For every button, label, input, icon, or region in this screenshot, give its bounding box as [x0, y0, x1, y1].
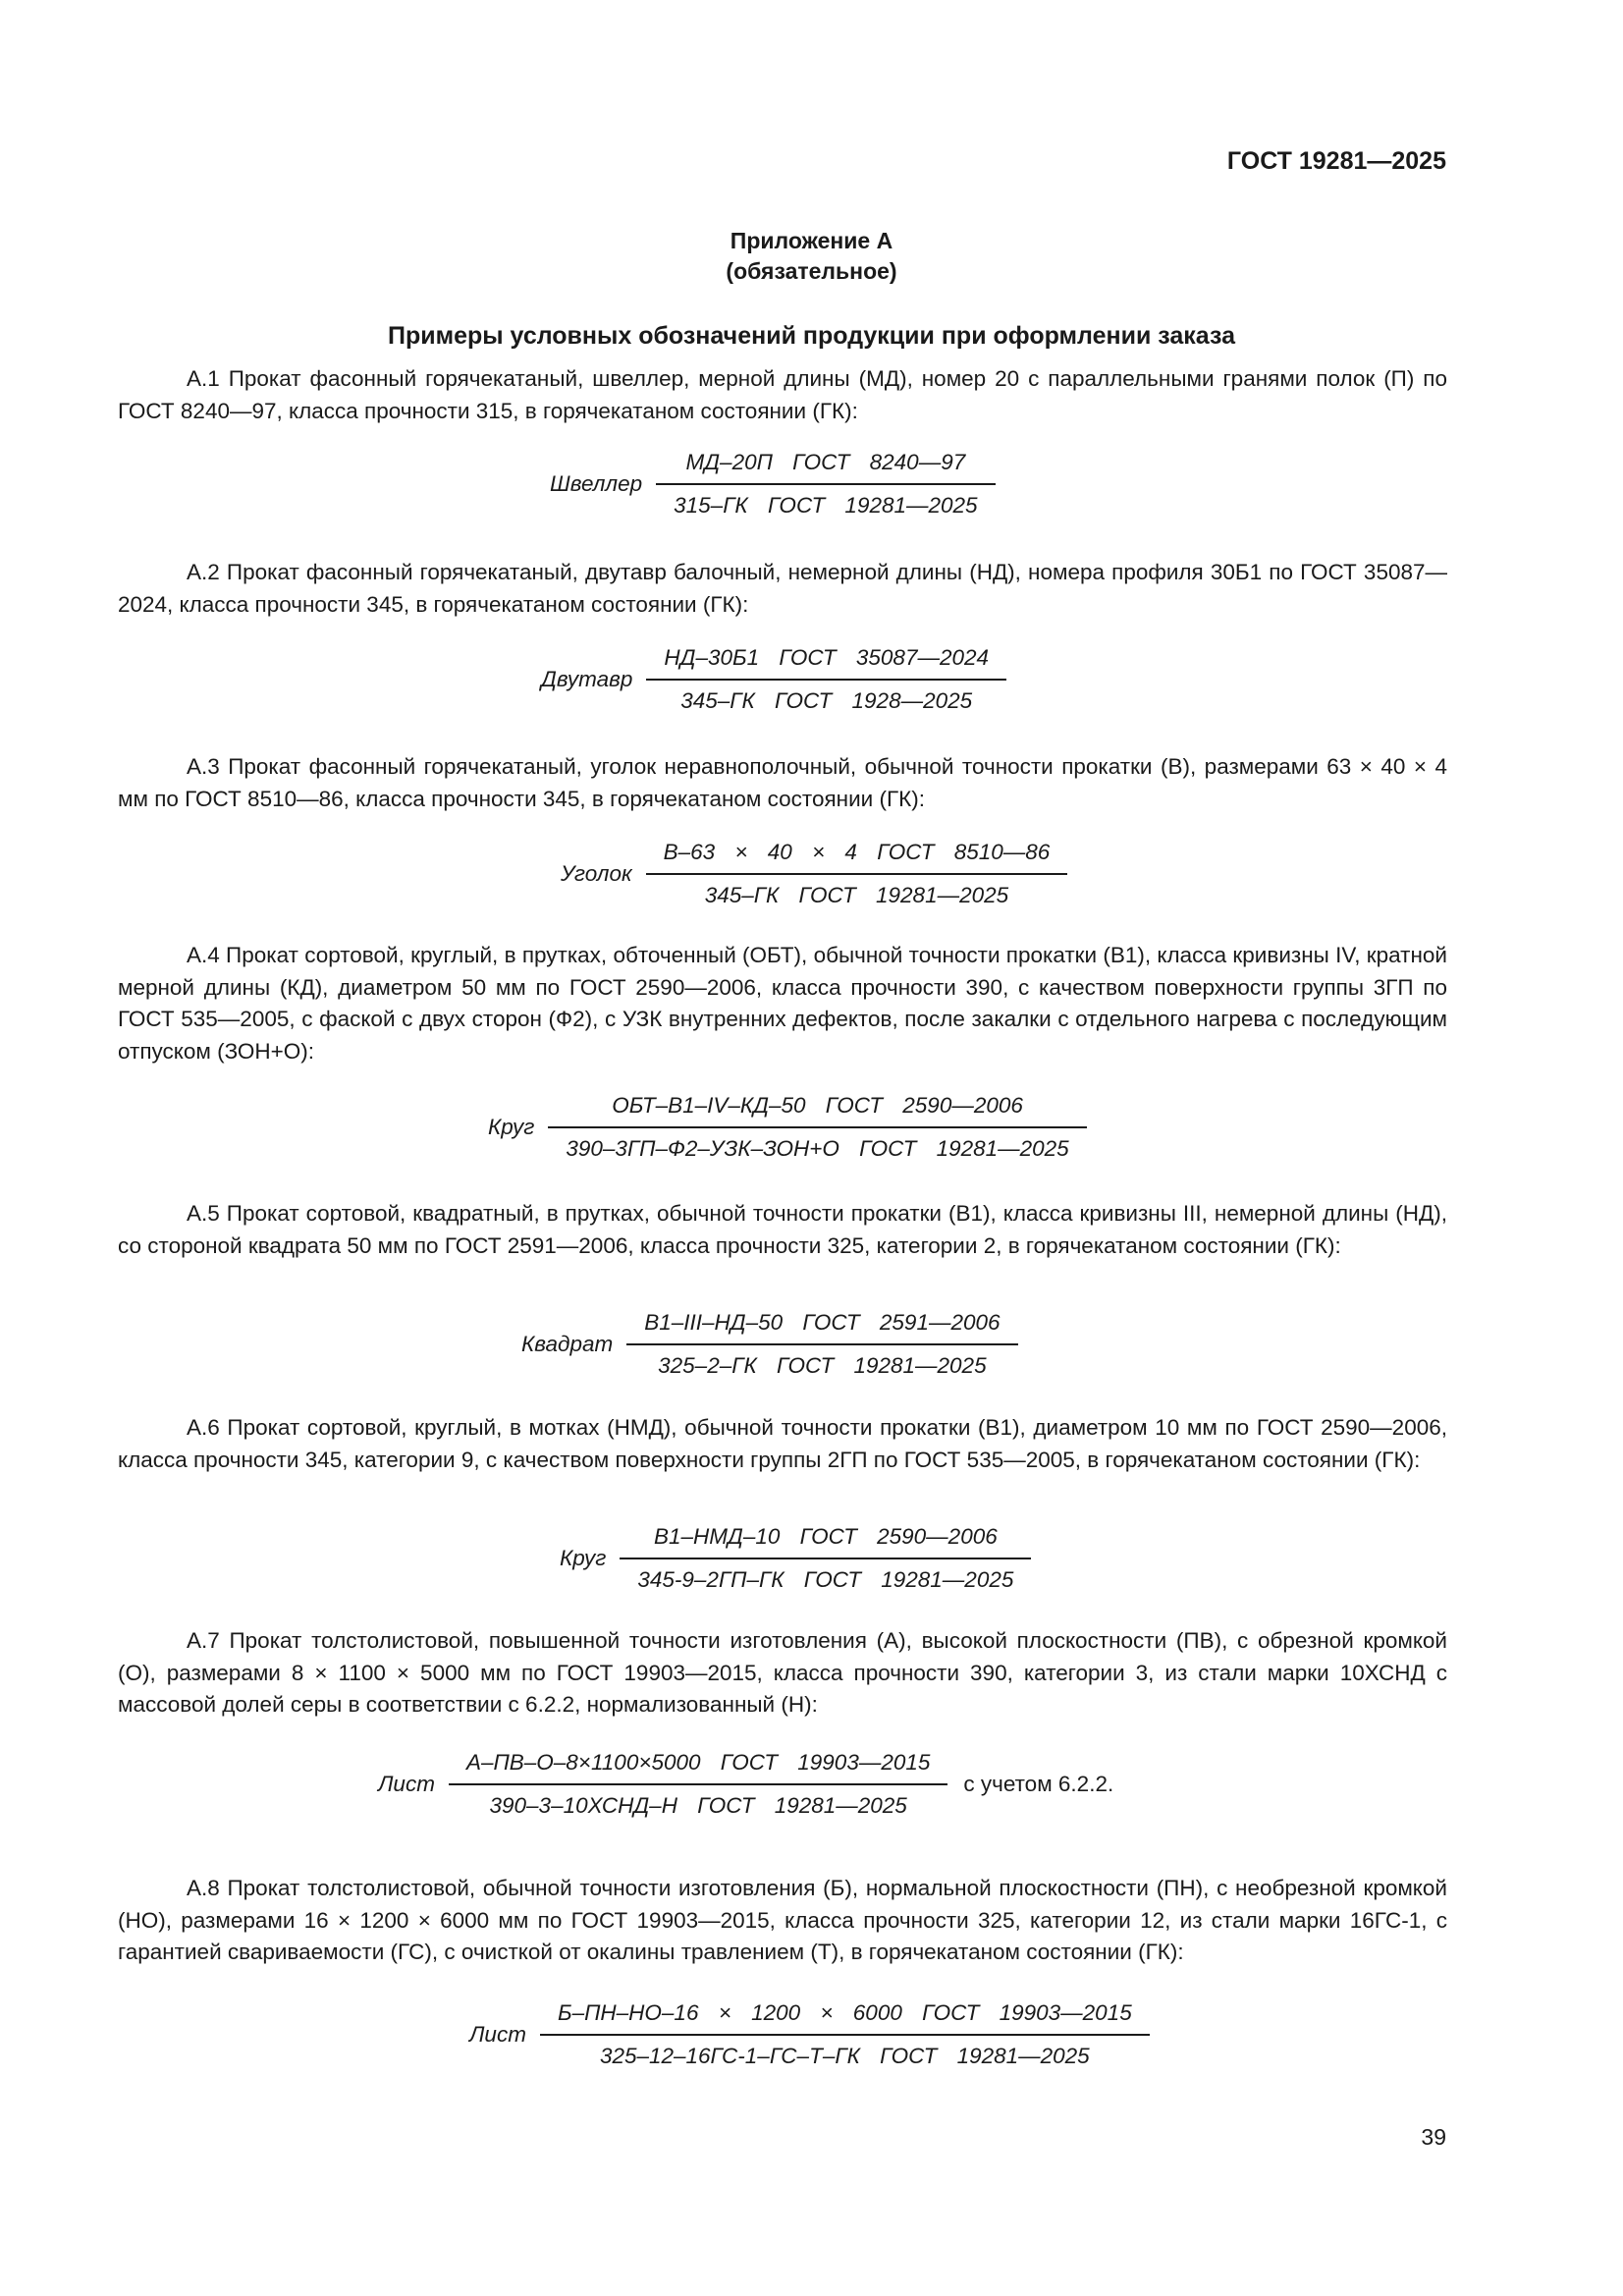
formula-name: Двутавр [541, 666, 633, 691]
item-paragraph-a2: А.2 Прокат фасонный горячекатаный, двутавр балочный, немерной длины (НД), номера профиля 30Б1 по ГОСТ 35087—2024, класса прочности 345, в горячекатаном состоянии (ГК): [118, 560, 1447, 617]
formula-denominator: 345-9–2ГП–ГК ГОСТ 19281—2025 [637, 1566, 1014, 1592]
formula-a5 [521, 1310, 1018, 1379]
item-paragraph-a7: А.7 Прокат толстолистовой, повышенной точности изготовления (А), высокой плоскостности (ПВ), с обрезной кромкой (О), размерами 8 × 1100 × 5000 мм по ГОСТ 19903—2015, класса прочности 390, категории 3, из стали марки 10ХСНД с массовой долей серы в соответствии с 6.2.2, нормализованный (Н): [118, 1628, 1447, 1717]
formula-name: Уголок [561, 860, 632, 886]
formula-name: Лист [378, 1771, 435, 1796]
formula-a3 [561, 840, 1067, 908]
item-paragraph-a4: А.4 Прокат сортовой, круглый, в прутках, обточенный (ОБТ), обычной точности прокатки (В1), класса кривизны IV, кратной мерной длины (КД), диаметром 50 мм по ГОСТ 2590—2006, класса прочности 390, с качеством поверхности группы 3ГП по ГОСТ 535—2005, с фаской с двух сторон (Ф2), с УЗК внутренних дефектов, после закалки с отдельного нагрева с последующим отпуском (ЗОН+О): [118, 943, 1447, 1064]
document-code: ГОСТ 19281—2025 [1226, 147, 1446, 175]
item-paragraph-a1: А.1 Прокат фасонный горячекатаный, швеллер, мерной длины (МД), номер 20 с параллельными гранями полок (П) по ГОСТ 8240—97, класса прочности 315, в горячекатаном состоянии (ГК): [118, 366, 1447, 423]
formula-name: Круг [560, 1545, 607, 1570]
formula-numerator: В–63 × 40 × 4 ГОСТ 8510—86 [663, 840, 1051, 864]
item-paragraph-a5: А.5 Прокат сортовой, квадратный, в прутках, обычной точности прокатки (В1), класса кривизны III, немерной длины (НД), со стороной квадрата 50 мм по ГОСТ 2591—2006, класса прочности 325, категории 2, в горячекатаном состоянии (ГК): [118, 1201, 1447, 1258]
formula-denominator: 345–ГК ГОСТ 1928—2025 [680, 687, 973, 713]
annex-status: (обязательное) [726, 258, 897, 284]
formula-denominator: 390–3–10ХСНД–Н ГОСТ 19281—2025 [489, 1792, 907, 1818]
fraction [620, 1524, 1031, 1593]
formula-name: Круг [488, 1114, 535, 1139]
formula-a7 [378, 1750, 1113, 1819]
fraction [656, 450, 995, 519]
formula-a8 [469, 2000, 1150, 2069]
formula-a2 [541, 645, 1006, 714]
formula-name: Лист [469, 2021, 526, 2047]
formula-numerator: А–ПВ–О–8×1100×5000 ГОСТ 19903—2015 [465, 1750, 931, 1775]
formula-numerator: ОБТ–В1–IV–КД–50 ГОСТ 2590—2006 [612, 1093, 1023, 1118]
formula-a1 [550, 450, 996, 519]
formula-denominator: 325–2–ГК ГОСТ 19281—2025 [658, 1352, 987, 1378]
formula-numerator: В1–НМД–10 ГОСТ 2590—2006 [653, 1524, 998, 1549]
fraction [646, 645, 1006, 714]
formula-numerator: МД–20П ГОСТ 8240—97 [685, 450, 966, 474]
formula-name: Квадрат [521, 1331, 614, 1356]
formula-denominator: 325–12–16ГС-1–ГС–Т–ГК ГОСТ 19281—2025 [599, 2043, 1090, 2068]
formula-note: с учетом 6.2.2. [963, 1771, 1114, 1796]
fraction [626, 1310, 1017, 1379]
fraction [540, 2000, 1150, 2069]
annex-title: Приложение А [730, 228, 893, 253]
formula-numerator: НД–30Б1 ГОСТ 35087—2024 [664, 645, 990, 670]
item-paragraph-a6: А.6 Прокат сортовой, круглый, в мотках (НМД), обычной точности прокатки (В1), диаметром 10 мм по ГОСТ 2590—2006, класса прочности 345, категории 9, с качеством поверхности группы 2ГП по ГОСТ 535—2005, в горячекатаном состоянии (ГК): [118, 1415, 1447, 1472]
page-number: 39 [1421, 2124, 1446, 2150]
formula-denominator: 345–ГК ГОСТ 19281—2025 [704, 882, 1009, 907]
fraction [548, 1093, 1086, 1162]
formula-a4 [488, 1093, 1087, 1162]
item-paragraph-a8: А.8 Прокат толстолистовой, обычной точности изготовления (Б), нормальной плоскостности (ПН), с необрезной кромкой (НО), размерами 16 × 1200 × 6000 мм по ГОСТ 19903—2015, класса прочности 325, категории 12, из стали марки 16ГС-1, с гарантией свариваемости (ГС), с очисткой от окалины травлением (Т), в горячекатаном состоянии (ГК): [118, 1876, 1447, 1964]
formula-a6 [560, 1524, 1031, 1593]
fraction [646, 840, 1068, 908]
fraction [449, 1750, 947, 1819]
formula-denominator: 390–3ГП–Ф2–УЗК–ЗОН+О ГОСТ 19281—2025 [566, 1135, 1069, 1161]
formula-denominator: 315–ГК ГОСТ 19281—2025 [674, 492, 978, 518]
formula-name: Швеллер [550, 470, 643, 496]
formula-numerator: Б–ПН–НО–16 × 1200 × 6000 ГОСТ 19903—2015 [557, 2000, 1132, 2025]
item-paragraph-a3: А.3 Прокат фасонный горячекатаный, уголок неравнополочный, обычной точности прокатки (В), размерами 63 × 40 × 4 мм по ГОСТ 8510—86, класса прочности 345, в горячекатаном состоянии (ГК): [118, 754, 1447, 811]
formula-numerator: В1–III–НД–50 ГОСТ 2591—2006 [644, 1310, 1001, 1335]
section-title: Примеры условных обозначений продукции при оформлении заказа [387, 322, 1236, 350]
